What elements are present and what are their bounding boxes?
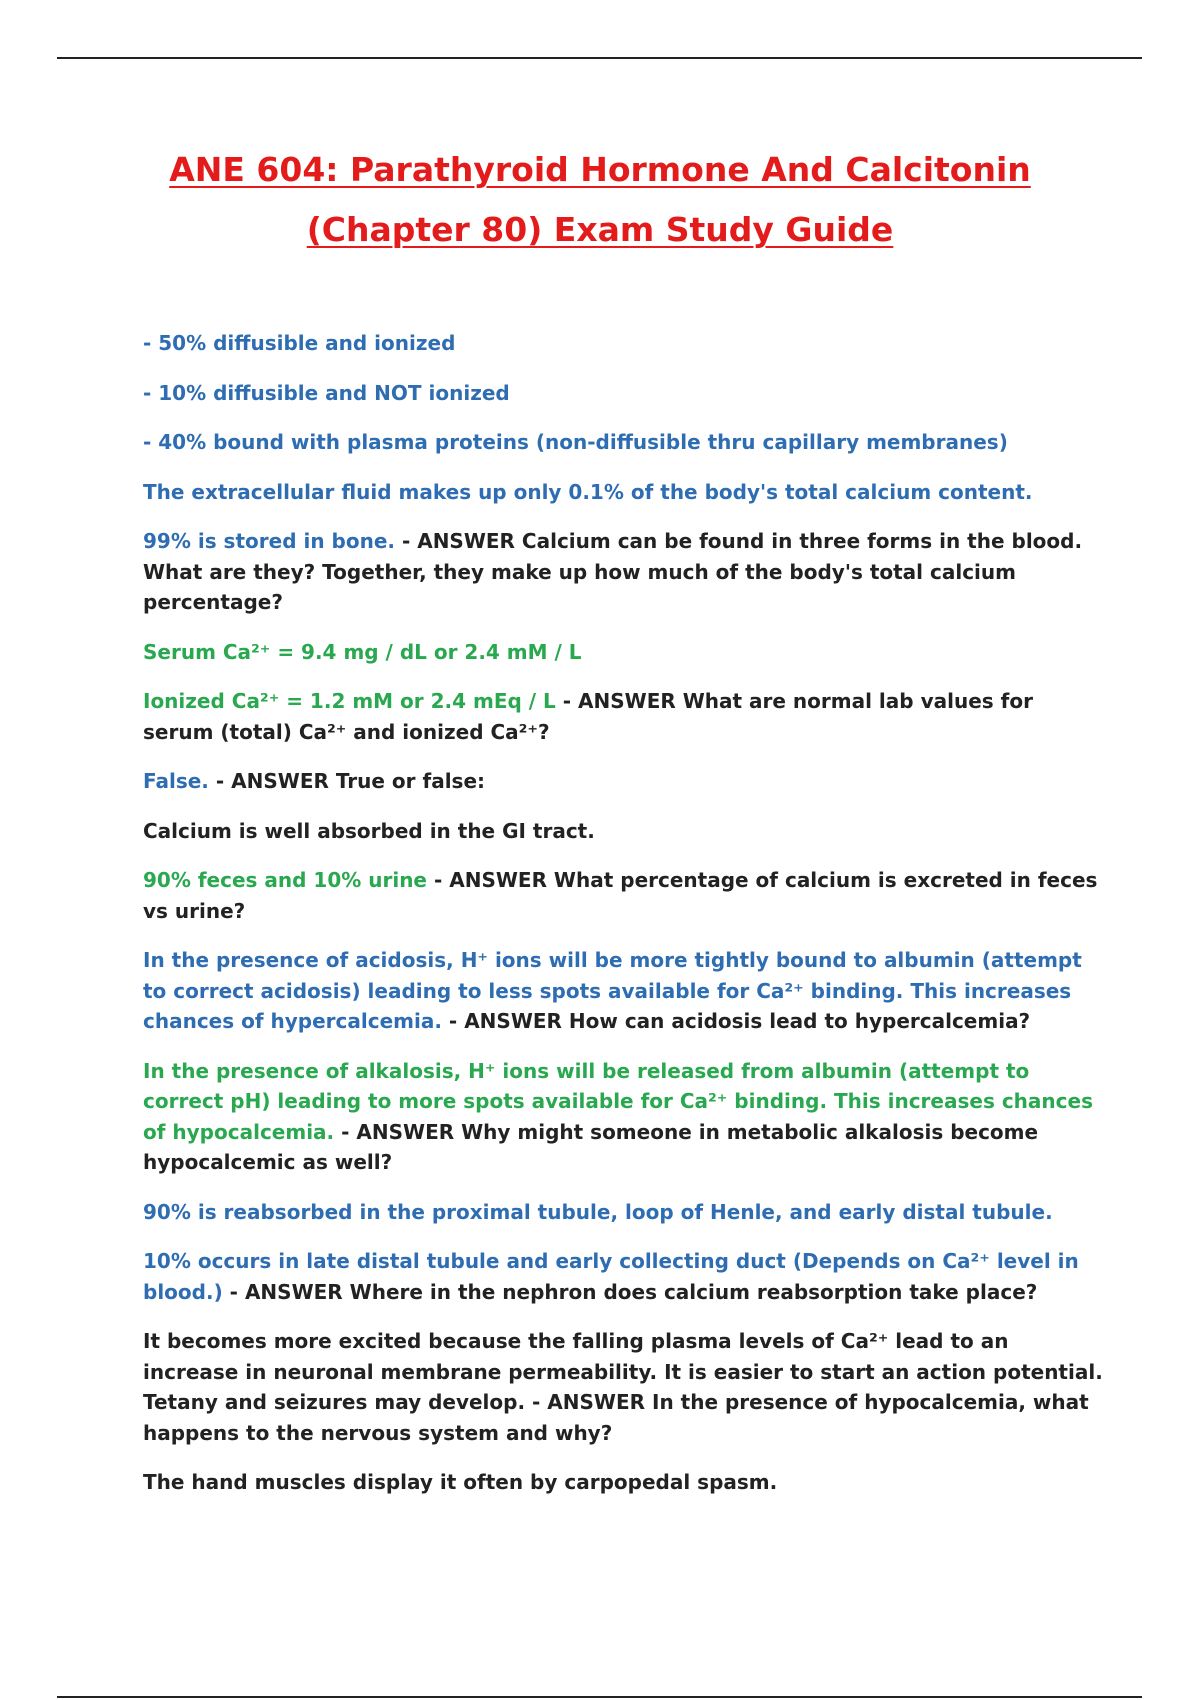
answer-text: The extracellular fluid makes up only 0.1% of the body's total calcium content. bbox=[143, 479, 1033, 504]
answer-text: 99% is stored in bone. bbox=[143, 529, 395, 553]
qa-paragraph bbox=[143, 766, 1103, 797]
qa-paragraph bbox=[143, 637, 1103, 668]
answer-text: Ionized Ca²⁺ = 1.2 mM or 2.4 mEq / L bbox=[143, 689, 556, 713]
answer-text: - 10% diffusible and NOT ionized bbox=[143, 380, 510, 405]
question-text: It becomes more excited because the falling plasma levels of Ca²⁺ lead to an increase in neuronal membrane permeability. It is easier to start an action potential. Tetany and seizures may develop. - ANSWER In the presence of hypocalcemia, what happens to the nervous system and why? bbox=[143, 1329, 1103, 1445]
answer-text: In the presence of alkalosis, H⁺ ions will be released from albumin (attempt to correct pH) leading to more spots available for Ca²⁺ binding. This increases chances of hypocalcemia. bbox=[143, 1058, 1093, 1144]
question-text: - ANSWER Where in the nephron does calcium reabsorption take place? bbox=[222, 1279, 1038, 1304]
qa-paragraph bbox=[143, 328, 1103, 359]
answer-text: In the presence of acidosis, H⁺ ions will be more tightly bound to albumin (attempt to correct acidosis) leading to less spots available for Ca²⁺ binding. This increases chances of hypercalcemia. bbox=[143, 948, 1082, 1033]
title-line-2: (Chapter 80) Exam Study Guide bbox=[306, 210, 894, 249]
bottom-divider bbox=[57, 1696, 1142, 1698]
qa-paragraph bbox=[143, 1197, 1103, 1228]
question-text: - ANSWER Calcium can be found in three forms in the blood. What are they? Together, they make up how much of the body's total calcium percentage? bbox=[143, 529, 1083, 614]
document-title bbox=[0, 140, 1200, 260]
question-text: - ANSWER How can acidosis lead to hypercalcemia? bbox=[441, 1009, 1031, 1033]
answer-text: - 50% diffusible and ionized bbox=[143, 331, 456, 355]
qa-paragraph bbox=[143, 477, 1103, 508]
answer-text: 10% occurs in late distal tubule and early collecting duct (Depends on Ca²⁺ level in blood.) bbox=[143, 1249, 1079, 1304]
answer-text: False. bbox=[143, 769, 209, 793]
title-line-1: ANE 604: Parathyroid Hormone And Calcitonin bbox=[169, 150, 1031, 189]
qa-paragraph bbox=[143, 1246, 1103, 1307]
qa-paragraph bbox=[143, 526, 1103, 618]
answer-text: 90% feces and 10% urine bbox=[143, 868, 427, 892]
question-text: - ANSWER What are normal lab values for serum (total) Ca²⁺ and ionized Ca²⁺? bbox=[143, 689, 1033, 744]
qa-paragraph bbox=[143, 865, 1103, 926]
question-text: The hand muscles display it often by carpopedal spasm. bbox=[143, 1470, 778, 1494]
qa-paragraph bbox=[143, 1326, 1103, 1448]
answer-text: - 40% bound with plasma proteins (non-diffusible thru capillary membranes) bbox=[143, 430, 1008, 454]
question-text: - ANSWER Why might someone in metabolic alkalosis become hypocalcemic as well? bbox=[143, 1119, 1039, 1174]
qa-paragraph bbox=[143, 1467, 1103, 1498]
top-divider bbox=[57, 57, 1142, 59]
qa-paragraph bbox=[143, 686, 1103, 747]
qa-paragraph bbox=[143, 427, 1103, 458]
answer-text: Serum Ca²⁺ = 9.4 mg / dL or 2.4 mM / L bbox=[143, 639, 582, 664]
qa-paragraph bbox=[143, 378, 1103, 409]
study-guide-body bbox=[143, 328, 1103, 1517]
qa-paragraph bbox=[143, 945, 1103, 1037]
qa-paragraph bbox=[143, 816, 1103, 847]
qa-paragraph bbox=[143, 1056, 1103, 1178]
question-text: - ANSWER What percentage of calcium is excreted in feces vs urine? bbox=[143, 868, 1098, 923]
answer-text: 90% is reabsorbed in the proximal tubule, loop of Henle, and early distal tubule. bbox=[143, 1199, 1053, 1224]
question-text: Calcium is well absorbed in the GI tract. bbox=[143, 818, 595, 843]
question-text: - ANSWER True or false: bbox=[208, 769, 486, 793]
